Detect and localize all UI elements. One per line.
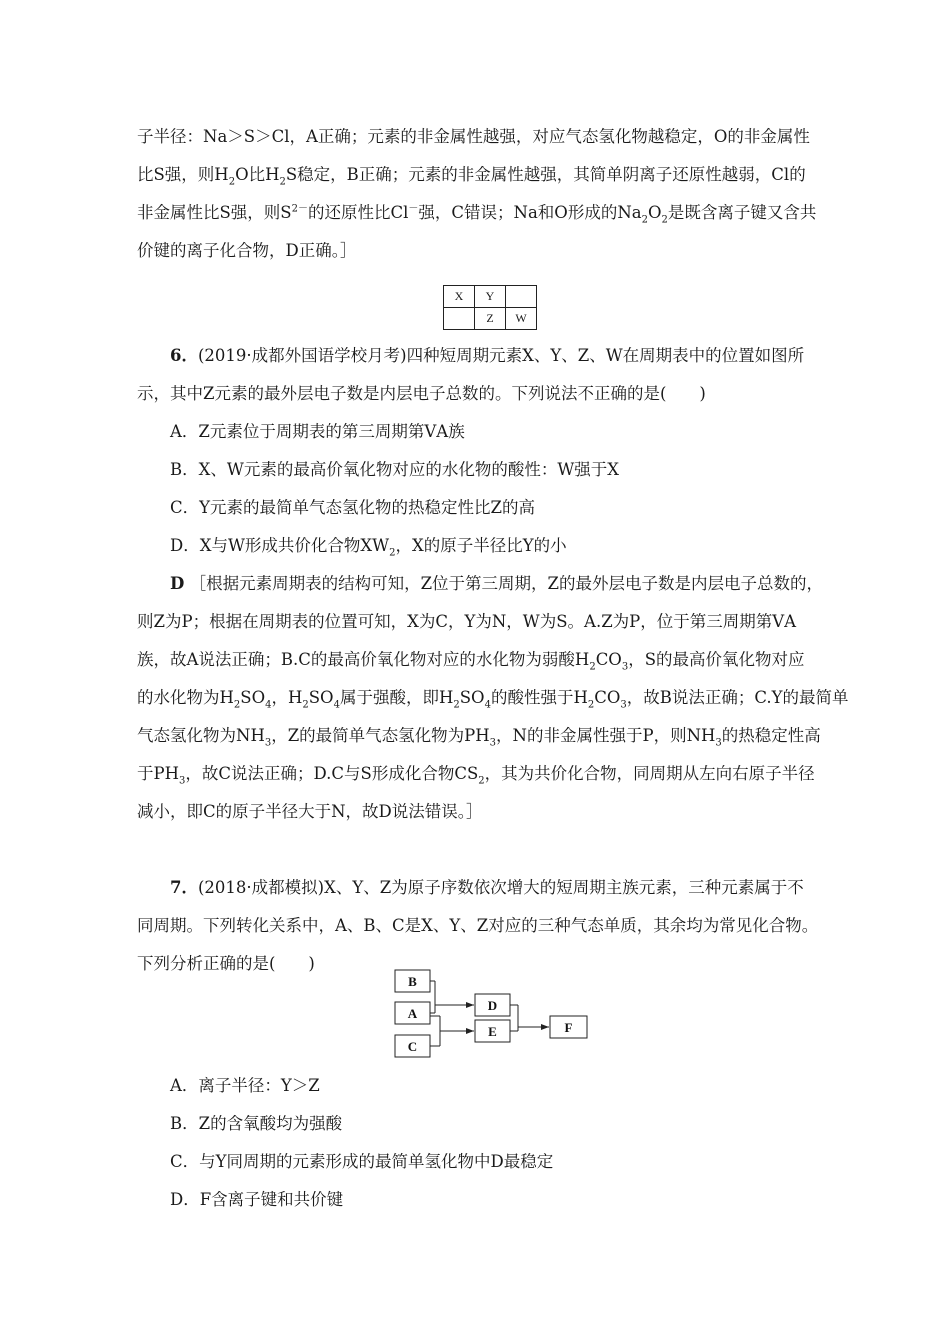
label-e: E: [488, 1024, 497, 1039]
text-line: 非金属性比S强，则$S^{2-}$的还原性比Cl－强，C错误；Na和O形成的$Na_2O_2$是既含离子键又含共: [137, 203, 817, 226]
question-number: 7．: [170, 878, 198, 897]
question-number: 6．: [170, 346, 198, 365]
text-line: 比S强，则$H_2O$比$H_2S$稳定，B正确；元素的非金属性越强，其简单阴离子还原性越弱，Cl的: [137, 165, 806, 188]
arrowhead: [466, 1028, 474, 1034]
text-line: 减小，即C的原子半径大于N，故D说法错误。］: [137, 802, 483, 821]
text-line: 同周期。下列转化关系中，A、B、C是X、Y、Z对应的三种气态单质，其余均为常见化合物。: [137, 916, 819, 935]
label-b: B: [408, 974, 417, 989]
text-line: 的水化物为$H_2SO_4$，$H_2SO_4$属于强酸，即$H_2SO_4$的酸性强于$H_2CO_3$，故B说法正确；C.Y的最简单: [137, 688, 849, 711]
option-c: C．Y元素的最简单气态氢化物的热稳定性比Z的高: [170, 498, 535, 517]
cell-y: Y: [475, 286, 506, 308]
option-d: D．X与W形成共价化合物$XW_2$，X的原子半径比Y的小: [170, 536, 567, 559]
text-line: 于$PH_3$，故C说法正确；D.C与S形成化合物$CS_2$，其为共价化合物，同周期从左向右原子半径: [137, 764, 815, 787]
text-line: 7．(2018·成都模拟)X、Y、Z为原子序数依次增大的短周期主族元素，三种元素属于不: [170, 878, 804, 897]
label-d: D: [487, 998, 498, 1013]
cell-empty: [506, 286, 537, 308]
cell-z: Z: [475, 308, 506, 330]
arrowhead: [541, 1024, 549, 1030]
answer-6: [137, 565, 849, 831]
text-line: 示，其中Z元素的最外层电子数是内层电子总数的。下列说法不正确的是( ): [137, 384, 706, 403]
option-a: A．离子半径：Y＞Z: [170, 1076, 320, 1095]
text-line: 价键的离子化合物，D正确。］: [137, 241, 357, 260]
text-line: 气态氢化物为$NH_3$，Z的最简单气态氢化物为$PH_3$，N的非金属性强于P，则$NH_3$的热稳定性高: [137, 726, 821, 749]
arrowhead: [466, 1002, 474, 1008]
conversion-flow-diagram: [390, 962, 600, 1062]
cell-empty: [444, 308, 475, 330]
option-c: C．与Y同周期的元素形成的最简单氢化物中D最稳定: [170, 1152, 554, 1171]
text-line: 族，故A说法正确；B.C的最高价氧化物对应的水化物为弱酸$H_2CO_3$，S的最高价氧化物对应: [137, 650, 805, 673]
cell-x: X: [444, 286, 475, 308]
cell-w: W: [506, 308, 537, 330]
label-f: F: [564, 1020, 573, 1035]
question-6: [137, 337, 827, 413]
label-a: A: [407, 1006, 418, 1021]
text-line: D ［根据元素周期表的结构可知，Z位于第三周期，Z的最外层电子数是内层电子总数的，: [170, 574, 823, 593]
periodic-table-fragment: [443, 285, 537, 330]
option-d: D．F含离子键和共价键: [170, 1190, 344, 1209]
text-line: 则Z为P；根据在周期表的位置可知，X为C，Y为N，W为S。A.Z为P，位于第三周期第ⅤA: [137, 612, 797, 631]
answer-letter: D: [170, 574, 185, 593]
option-b: B．X、W元素的最高价氧化物对应的水化物的酸性：W强于X: [170, 460, 620, 479]
option-b: B．Z的含氧酸均为强酸: [170, 1114, 343, 1133]
option-a: A．Z元素位于周期表的第三周期第ⅤA族: [170, 422, 465, 441]
text-line: 下列分析正确的是( ): [137, 954, 315, 973]
text-line: 子半径：Na＞S＞Cl，A正确；元素的非金属性越强，对应气态氢化物越稳定，O的非金属性: [137, 127, 810, 146]
continued-explanation: [137, 118, 827, 270]
text-line: 6．(2019·成都外国语学校月考)四种短周期元素X、Y、Z、W在周期表中的位置如图所: [170, 346, 805, 365]
label-c: C: [407, 1039, 418, 1054]
